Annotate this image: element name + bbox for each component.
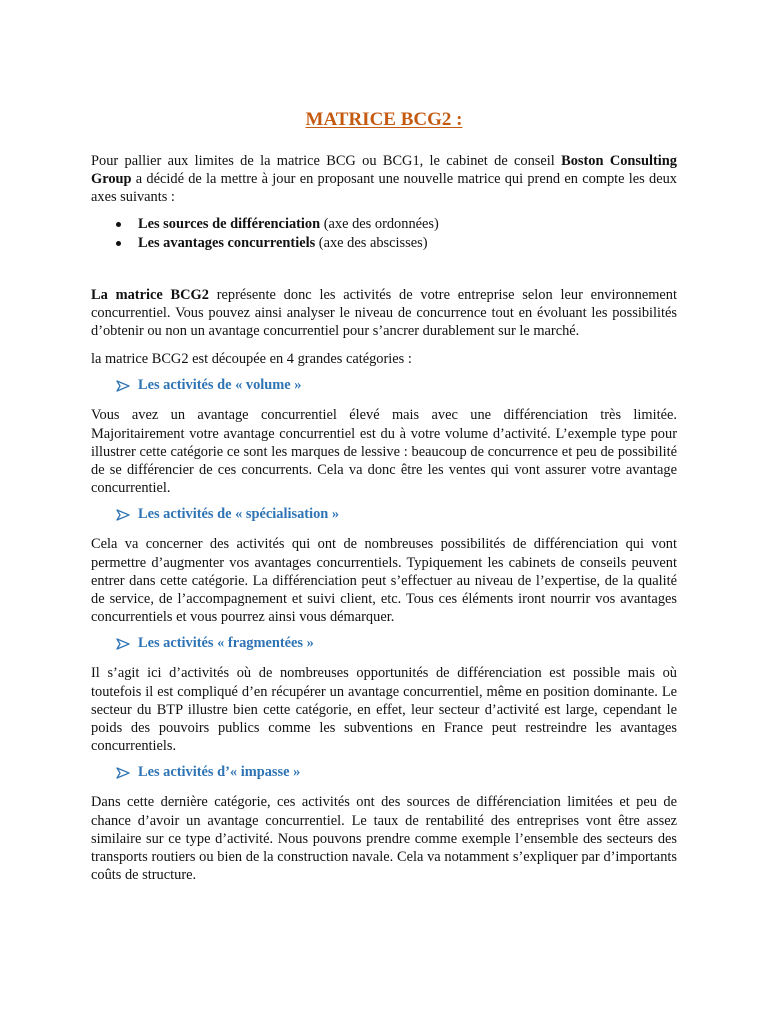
bullet-icon [116, 241, 121, 246]
section-body-fragmentees: Il s’agit ici d’activités où de nombreuses opportunités de différenciation est possible mais où toutefois il est compliqué d’en récupérer un avantage concurrentiel, même en position dominante. Le secteur du BTP illustre bien cette catégorie, en effet, leur secteur d’activité est large, cependant le poids des pouvoirs publics comme les subventions en France peut restreindre les avantages concurrentiels. [91, 665, 677, 755]
document-content [91, 108, 677, 884]
section-heading-impasse [91, 763, 677, 782]
intro-text-1: Pour pallier aux limites de la matrice BCG ou BCG1, le cabinet de conseil [91, 153, 562, 169]
axis-note: (axe des abscisses) [315, 235, 428, 252]
section-heading-volume [91, 376, 677, 395]
section-body-impasse: Dans cette dernière catégorie, ces activités ont des sources de différenciation limitées et peu de chance d’avoir un avantage concurrentiel. Le taux de rentabilité des entreprises vont être assez similaire sur ce type d’activité. Nous pouvons prendre comme exemple l’ensemble des secteurs des transports routiers ou bien de la construction navale. Cela va notamment s’expliquer par d’importants coûts de structure. [91, 794, 677, 884]
section-heading-fragmentees [91, 634, 677, 653]
axis-label: Les avantages concurrentiels [138, 235, 316, 252]
section-body-specialisation: Cela va concerner des activités qui ont de nombreuses possibilités de différenciation qui vont permettre d’augmenter vos avantages concurrentiels. Typiquement les cabinets de conseils peuvent entrer dans cette catégorie. La différenciation peut s’effectuer au niveau de l’expertise, de la qualité de service, de l’accompagnement et suivi client, etc. Tous ces éléments iront nourrir vos avantages concurrentiels et vous pourrez ainsi vous démarquer. [91, 536, 677, 626]
axes-list-item [91, 234, 677, 254]
arrow-bullet-icon [116, 767, 130, 779]
definition-bold: La matrice BCG2 [91, 286, 209, 303]
intro-paragraph [91, 152, 677, 207]
axis-note: (axe des ordonnées) [320, 215, 439, 232]
arrow-bullet-icon [116, 509, 130, 521]
axes-list [91, 215, 677, 254]
definition-paragraph [91, 286, 677, 341]
section-heading-text: Les activités « fragmentées » [138, 635, 314, 652]
section-heading-text: Les activités de « volume » [138, 377, 302, 394]
page-title: MATRICE BCG2 : [305, 109, 463, 130]
intro-bold-company: Boston Consulting Group [91, 153, 677, 188]
categories-intro: la matrice BCG2 est découpée en 4 grandes catégories : [91, 351, 412, 368]
section-heading-text: Les activités d’« impasse » [138, 764, 301, 781]
arrow-bullet-icon [116, 380, 130, 392]
bullet-icon [116, 222, 121, 227]
section-body-volume: Vous avez un avantage concurrentiel élevé mais avec une différenciation très limitée. Majoritairement votre avantage concurrentiel est du à votre volume d’activité. L’exemple type pour illustrer cette catégorie ce sont les marques de lessive : beaucoup de concurrence et peu de possibilité de se différencier de ces concurrents. Cela va donc être les ventes qui vont assurer votre avantage concurrentiel. [91, 407, 677, 497]
section-heading-text: Les activités de « spécialisation » [138, 506, 340, 523]
section-heading-specialisation [91, 505, 677, 524]
arrow-bullet-icon [116, 638, 130, 650]
axes-list-item [91, 215, 677, 235]
intro-text-2: a décidé de la mettre à jour en proposant une nouvelle matrice qui prend en compte les deux axes suivants : [91, 171, 677, 206]
axis-label: Les sources de différenciation [138, 215, 321, 232]
definition-text: représente donc les activités de votre entreprise selon leur environnement concurrentiel. Vous pouvez ainsi analyser le niveau de concurrence tout en évoluant les possibilités d’obtenir ou non un avantage concurrentiel pour s’ancrer durablement sur le marché. [91, 286, 677, 340]
